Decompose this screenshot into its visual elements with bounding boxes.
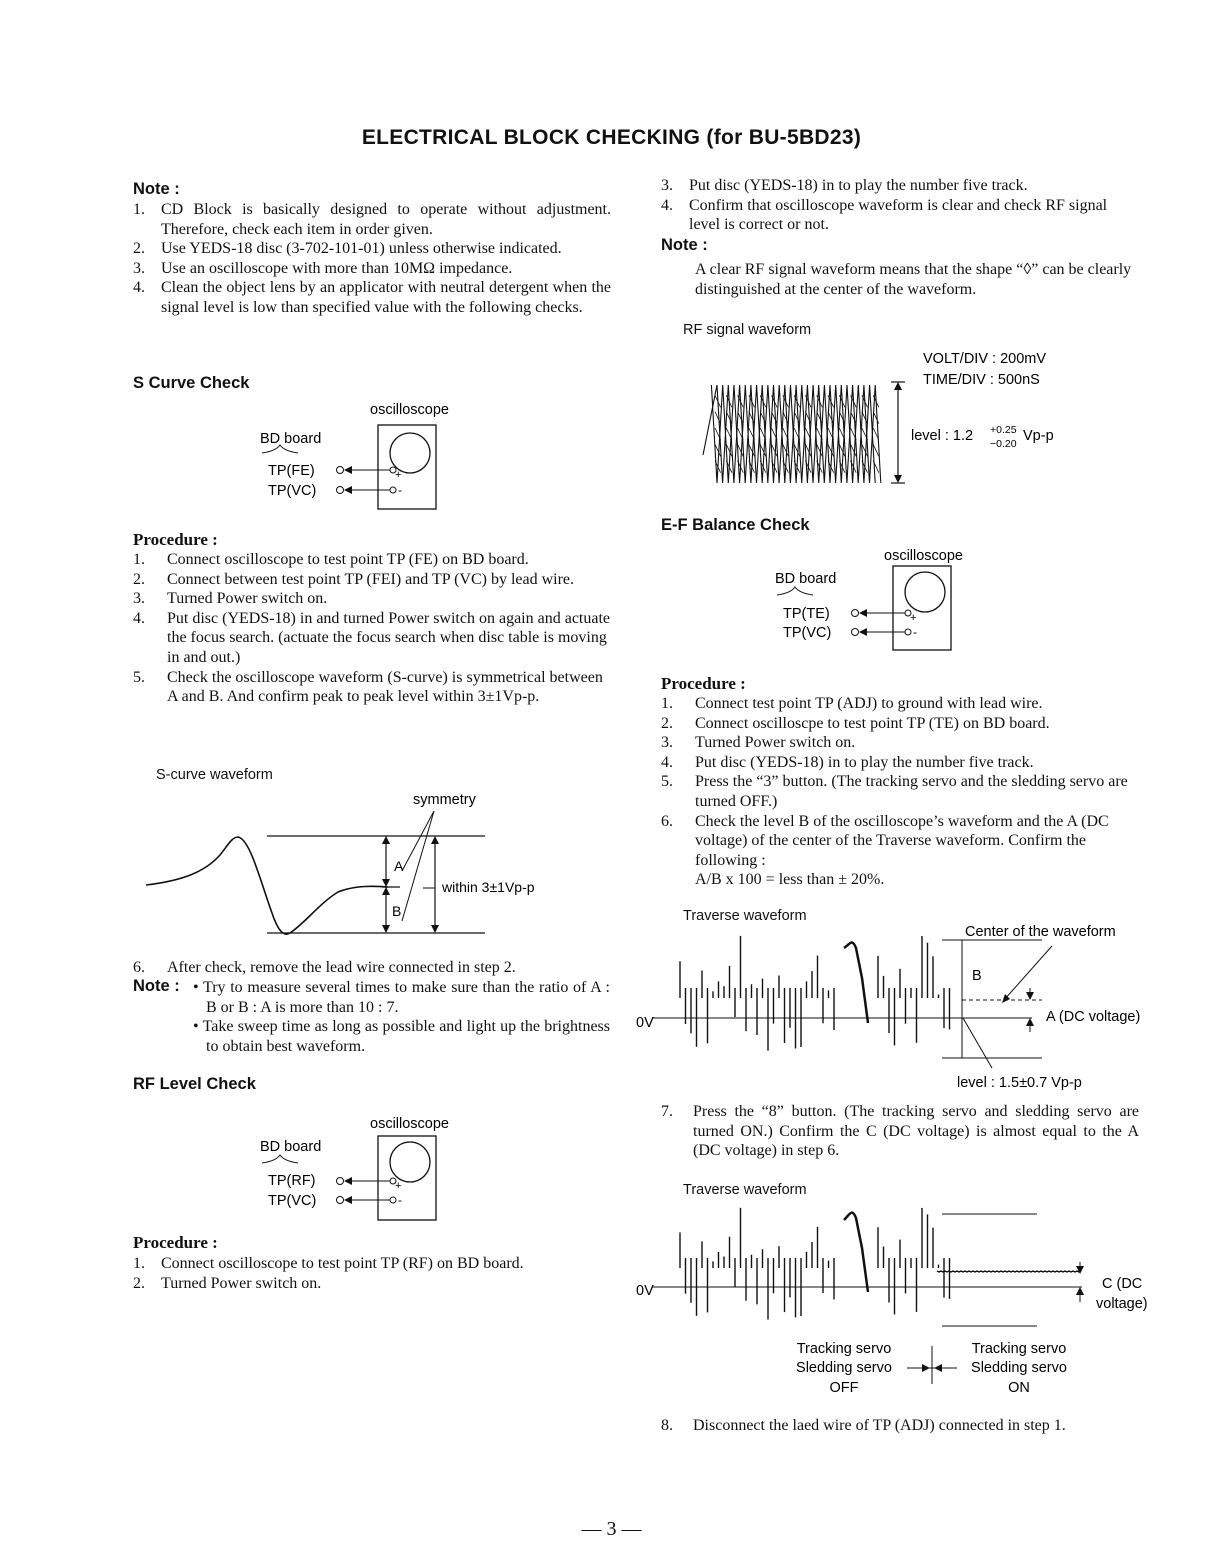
level-tolerance-plus: +0.25 (990, 424, 1017, 436)
tp-label: TP(TE) (783, 606, 830, 622)
level-label: level : 1.5±0.7 Vp-p (957, 1075, 1082, 1091)
list-item: 1. Connect test point TP (ADJ) to ground with lead wire. (661, 695, 1043, 712)
list-item: 4. Put disc (YEDS-18) in to play the number five track. (661, 753, 1034, 771)
list-item: 3. Use an oscilloscope with more than 10MΩ impedance. (133, 259, 513, 277)
label-a-dc: A (DC voltage) (1046, 1009, 1141, 1025)
list-item: 3. Turned Power switch on. (661, 734, 856, 752)
tp-label: TP(FE) (268, 463, 315, 479)
servo-on-label: ON (1008, 1380, 1030, 1396)
list-item: 4. Clean the object lens by an applicator with neutral detergent when the signal level is low than specified value with the following checks. (133, 279, 611, 316)
within-label: within 3±1Vp-p (442, 879, 535, 895)
oscilloscope-box (893, 566, 951, 650)
note-heading: Note : (661, 236, 708, 254)
svg-text:+: + (395, 1180, 402, 1192)
terminal (337, 467, 344, 474)
center-label: Center of the waveform (965, 924, 1116, 940)
s-curve-line (146, 837, 388, 934)
label-b: B (392, 903, 402, 919)
servo-on-label: Sledding servo (971, 1360, 1067, 1376)
s-curve-waveform (140, 785, 560, 945)
tp-label: TP(VC) (268, 483, 317, 499)
list-item: 5. Press the “3” button. (The tracking servo and the sledding servo are turned OFF.) (661, 773, 1128, 810)
oscilloscope-box (378, 1136, 436, 1220)
oscilloscope-label: oscilloscope (884, 548, 963, 564)
board-label: BD board (260, 1139, 322, 1155)
terminal (337, 487, 344, 494)
symmetry-label: symmetry (413, 792, 476, 808)
traverse-trace (680, 936, 950, 1051)
traverse-waveform-1 (632, 918, 1162, 1093)
servo-on-trace (937, 1271, 1081, 1272)
list-item: 6. After check, remove the lead wire connected in step 2. (133, 959, 516, 976)
svg-text:-: - (913, 625, 917, 639)
s-curve-note-items (193, 978, 610, 1056)
zero-volt-label: 0V (636, 1283, 654, 1299)
oscilloscope-screen (390, 433, 430, 473)
notes-list (133, 200, 611, 318)
level-label: level : 1.2 (911, 428, 974, 444)
svg-text:+: + (395, 469, 402, 481)
list-item: 2. Use YEDS-18 disc (3-702-101-01) unless otherwise indicated. (133, 240, 562, 258)
page-number: — 3 — (581, 1518, 642, 1540)
svg-text:-: - (398, 483, 402, 497)
ef-step8 (661, 1416, 1139, 1436)
list-item: 2. Connect between test point TP (FEI) and TP (VC) by lead wire. (133, 570, 575, 588)
note-heading: Note : (133, 977, 180, 995)
traverse-kick (844, 943, 868, 1023)
s-curve-step6 (133, 958, 611, 978)
traverse-waveform-title: Traverse waveform (683, 1182, 807, 1198)
rf-procedure-right (661, 176, 1139, 235)
level-tolerance-minus: −0.20 (990, 438, 1017, 450)
servo-on-label: Tracking servo (971, 1341, 1067, 1357)
traverse-waveform-2 (632, 1196, 1172, 1401)
ef-balance-heading: E-F Balance Check (661, 516, 810, 534)
tp-label: TP(RF) (268, 1173, 316, 1189)
c-dc-label: C (DC (1102, 1276, 1143, 1292)
list-item: 1. Connect oscilloscope to test point TP (RF) on BD board. (133, 1255, 524, 1272)
svg-text:-: - (398, 1193, 402, 1207)
list-item: • Take sweep time as long as possible and light up the brightness to obtain best waveform. (193, 1018, 610, 1055)
rf-level-heading: RF Level Check (133, 1075, 256, 1093)
oscilloscope-box (378, 425, 436, 509)
ef-procedure (661, 694, 1139, 870)
board-label: BD board (775, 571, 837, 587)
list-item: 5. Check the oscilloscope waveform (S-curve) is symmetrical between A and B. And confirm peak to peak level within 3±1Vp-p. (133, 668, 603, 706)
procedure-heading: Procedure : (661, 674, 746, 693)
ef-step7 (661, 1102, 1139, 1161)
procedure-heading: Procedure : (133, 530, 218, 549)
volt-div-label: VOLT/DIV : 200mV (923, 351, 1047, 367)
rf-waveform-title: RF signal waveform (683, 322, 812, 338)
list-item: 2. Turned Power switch on. (133, 1274, 322, 1292)
label-b: B (972, 968, 982, 984)
c-dc-label: voltage) (1096, 1296, 1148, 1312)
list-item: 7. Press the “8” button. (The tracking servo and sledding servo are turned ON.) Confirm the C (DC voltage) is almost equal to the A (DC voltage) in step 6. (661, 1103, 1139, 1160)
rf-connection-diagram (250, 1104, 470, 1224)
procedure-heading: Procedure : (133, 1233, 218, 1252)
list-item: 6. Check the level B of the oscilloscope’s waveform and the A (DC voltage) of the center of the Traverse waveform. Confirm the following : (661, 812, 1109, 869)
traverse-trace (680, 1208, 950, 1320)
list-item: 1. CD Block is basically designed to operate without adjustment. Therefore, check each item in order given. (133, 201, 611, 238)
servo-off-label: OFF (829, 1380, 859, 1396)
list-item: 2. Connect oscilloscpe to test point TP (TE) on BD board. (661, 714, 1050, 732)
servo-off-label: Tracking servo (796, 1341, 892, 1357)
ef-connection-diagram (767, 540, 987, 660)
formula: A/B x 100 = less than ± 20%. (695, 871, 885, 888)
list-item: 4. Confirm that oscilloscope waveform is clear and check RF signal level is correct or not. (661, 196, 1108, 234)
level-unit: Vp-p (1023, 428, 1054, 444)
list-item: 1. Connect oscilloscope to test point TP (FE) on BD board. (133, 551, 529, 568)
note-heading: Note : (133, 180, 180, 198)
rf-procedure-left (133, 1254, 611, 1293)
rf-note-text: A clear RF signal waveform means that the shape “◊” can be clearly distinguished at the center of the waveform. (695, 261, 1132, 298)
rf-signal-waveform (695, 345, 1115, 495)
oscilloscope-screen (390, 1142, 430, 1182)
list-item: 3. Turned Power switch on. (133, 590, 328, 608)
page-title: ELECTRICAL BLOCK CHECKING (for BU-5BD23) (361, 126, 862, 149)
s-curve-connection-diagram (250, 395, 470, 515)
s-curve-heading: S Curve Check (133, 374, 250, 392)
oscilloscope-label: oscilloscope (370, 402, 449, 418)
svg-text:+: + (910, 612, 917, 624)
list-item: 8. Disconnect the laed wire of TP (ADJ) connected in step 1. (661, 1417, 1066, 1434)
s-curve-waveform-title: S-curve waveform (156, 767, 273, 783)
rf-waveform-envelope (703, 385, 881, 483)
tp-label: TP(VC) (783, 625, 832, 641)
oscilloscope-label: oscilloscope (370, 1116, 449, 1132)
time-div-label: TIME/DIV : 500nS (923, 372, 1040, 388)
list-item: • Try to measure several times to make sure than the ratio of A : B or B : A is more than 10 : 7. (193, 979, 610, 1016)
oscilloscope-screen (905, 572, 945, 612)
label-a: A (394, 858, 404, 874)
servo-off-label: Sledding servo (796, 1360, 892, 1376)
list-item: 3. Put disc (YEDS-18) in to play the number five track. (661, 177, 1028, 194)
tp-label: TP(VC) (268, 1193, 317, 1209)
list-item: 4. Put disc (YEDS-18) in and turned Power switch on again and actuate the focus search. (actuate the focus search when disc table is moving in and out.) (133, 609, 611, 666)
zero-volt-label: 0V (636, 1015, 654, 1031)
board-label: BD board (260, 431, 322, 447)
traverse-waveform-title: Traverse waveform (683, 908, 807, 924)
s-curve-procedure (133, 550, 611, 707)
